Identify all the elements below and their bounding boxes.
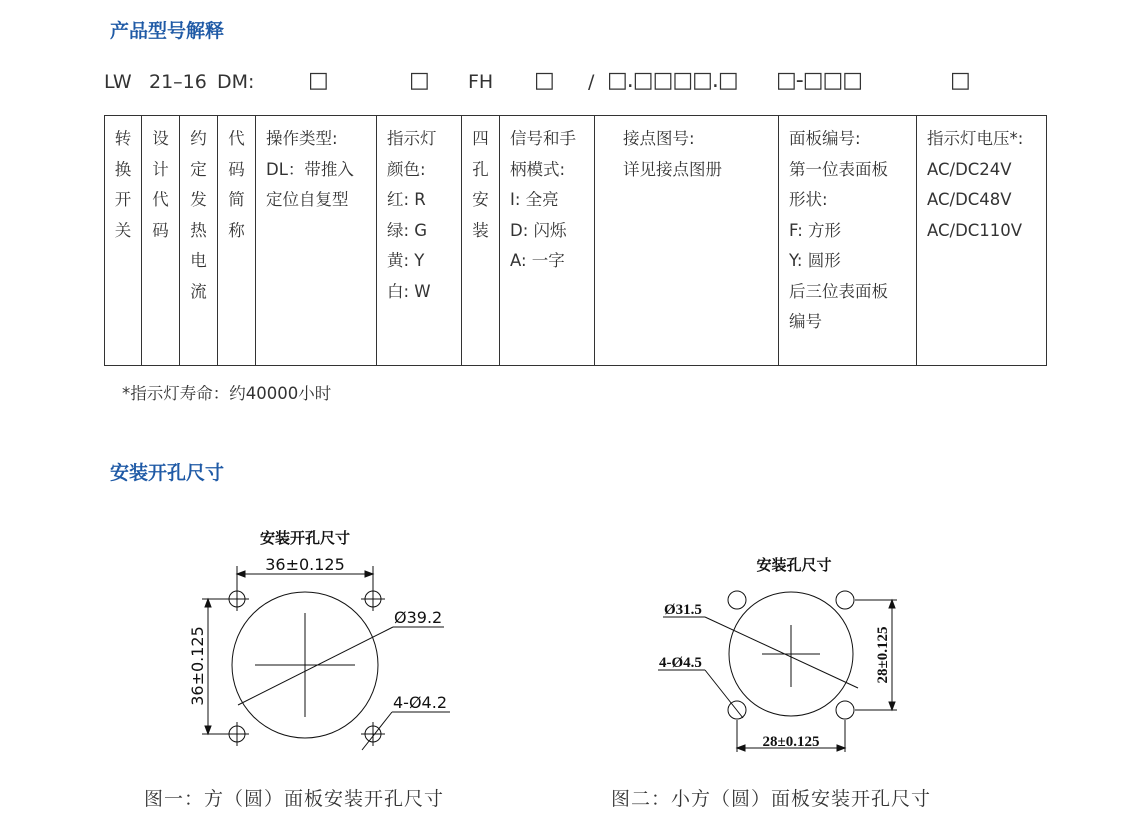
figure1-arrow <box>237 571 245 577</box>
footnote-lamp-life: *指示灯寿命：约40000小时 <box>122 384 332 403</box>
cell-switch-type: 转 换 开 关 <box>105 116 142 366</box>
figure2-arrow <box>889 600 895 608</box>
model-slash: / <box>588 71 595 93</box>
figure1-arrow <box>205 599 211 607</box>
figure1-caption: 图一：方（圆）面板安装开孔尺寸 <box>144 788 445 810</box>
figure1-hole <box>225 722 249 746</box>
figure2-width-dim: 28±0.125 <box>762 734 820 750</box>
section-title-mounting: 安装开孔尺寸 <box>110 462 225 484</box>
cell-code-abbr: 代 码 简 称 <box>218 116 256 366</box>
figure2-arrow <box>737 745 745 751</box>
model-tail-a: □.□□□□.□ <box>607 68 738 93</box>
model-prefix: LW <box>104 71 132 93</box>
cell-design-code: 设 计 代 码 <box>142 116 180 366</box>
figure1-height-dim: 36±0.125 <box>188 626 207 706</box>
cell-contact-diagram: 接点图号: 详见接点图册 <box>595 116 779 366</box>
figure1-hole <box>361 587 385 611</box>
figure2-hole-leader <box>705 670 743 718</box>
cell-indicator-color: 指示灯 颜色: 红: R 绿: G 黄: Y 白: W <box>377 116 462 366</box>
model-fh: FH <box>468 71 494 93</box>
figure1-hole-leader <box>362 712 392 750</box>
model-rating: 21–16 <box>149 71 207 93</box>
figure1-hole <box>225 587 249 611</box>
figure2-circle-dim: Ø31.5 <box>664 602 702 618</box>
figure1-width-dim: 36±0.125 <box>265 555 345 574</box>
model-series: DM: <box>217 71 255 93</box>
figure2-drawing <box>658 556 897 752</box>
cell-panel-number: 面板编号: 第一位表面板 形状: F: 方形 Y: 圆形 后三位表面板 编号 <box>779 116 917 366</box>
figure2-heading: 安装孔尺寸 <box>756 556 832 574</box>
figure2-hole <box>728 591 746 609</box>
figure2-height-dim: 28±0.125 <box>875 626 891 684</box>
figure2-caption: 图二：小方（圆）面板安装开孔尺寸 <box>611 788 932 810</box>
model-tail-b: □-□□□ <box>776 68 863 93</box>
figure2-hole <box>836 591 854 609</box>
figure2-arrow <box>837 745 845 751</box>
figure1-drawing <box>188 529 450 750</box>
cell-signal-mode: 信号和手 柄模式: I: 全亮 D: 闪烁 A: 一字 <box>500 116 595 366</box>
figure2-hole-dim: 4-Ø4.5 <box>659 655 702 671</box>
figure1-circle-dim: Ø39.2 <box>394 608 443 627</box>
cell-operation-type: 操作类型: DL：带推入 定位自复型 <box>256 116 377 366</box>
figure2-diameter-leader <box>705 617 858 688</box>
figure1-arrow <box>205 726 211 734</box>
figure2-hole <box>836 701 854 719</box>
model-box-1: □ <box>308 68 329 93</box>
figure1-arrow <box>365 571 373 577</box>
section-title-model: 产品型号解释 <box>110 20 225 42</box>
model-box-3: □ <box>534 68 555 93</box>
cell-rated-current: 约 定 发 热 电 流 <box>180 116 218 366</box>
model-box-4: □ <box>950 68 971 93</box>
figure1-heading: 安装开孔尺寸 <box>259 529 351 547</box>
cell-four-hole: 四 孔 安 装 <box>462 116 500 366</box>
model-box-2: □ <box>409 68 430 93</box>
figure1-diameter-leader <box>238 627 393 705</box>
cell-indicator-voltage: 指示灯电压*: AC/DC24V AC/DC48V AC/DC110V <box>917 116 1047 366</box>
figure2-arrow <box>889 702 895 710</box>
figure1-hole-dim: 4-Ø4.2 <box>393 693 447 712</box>
